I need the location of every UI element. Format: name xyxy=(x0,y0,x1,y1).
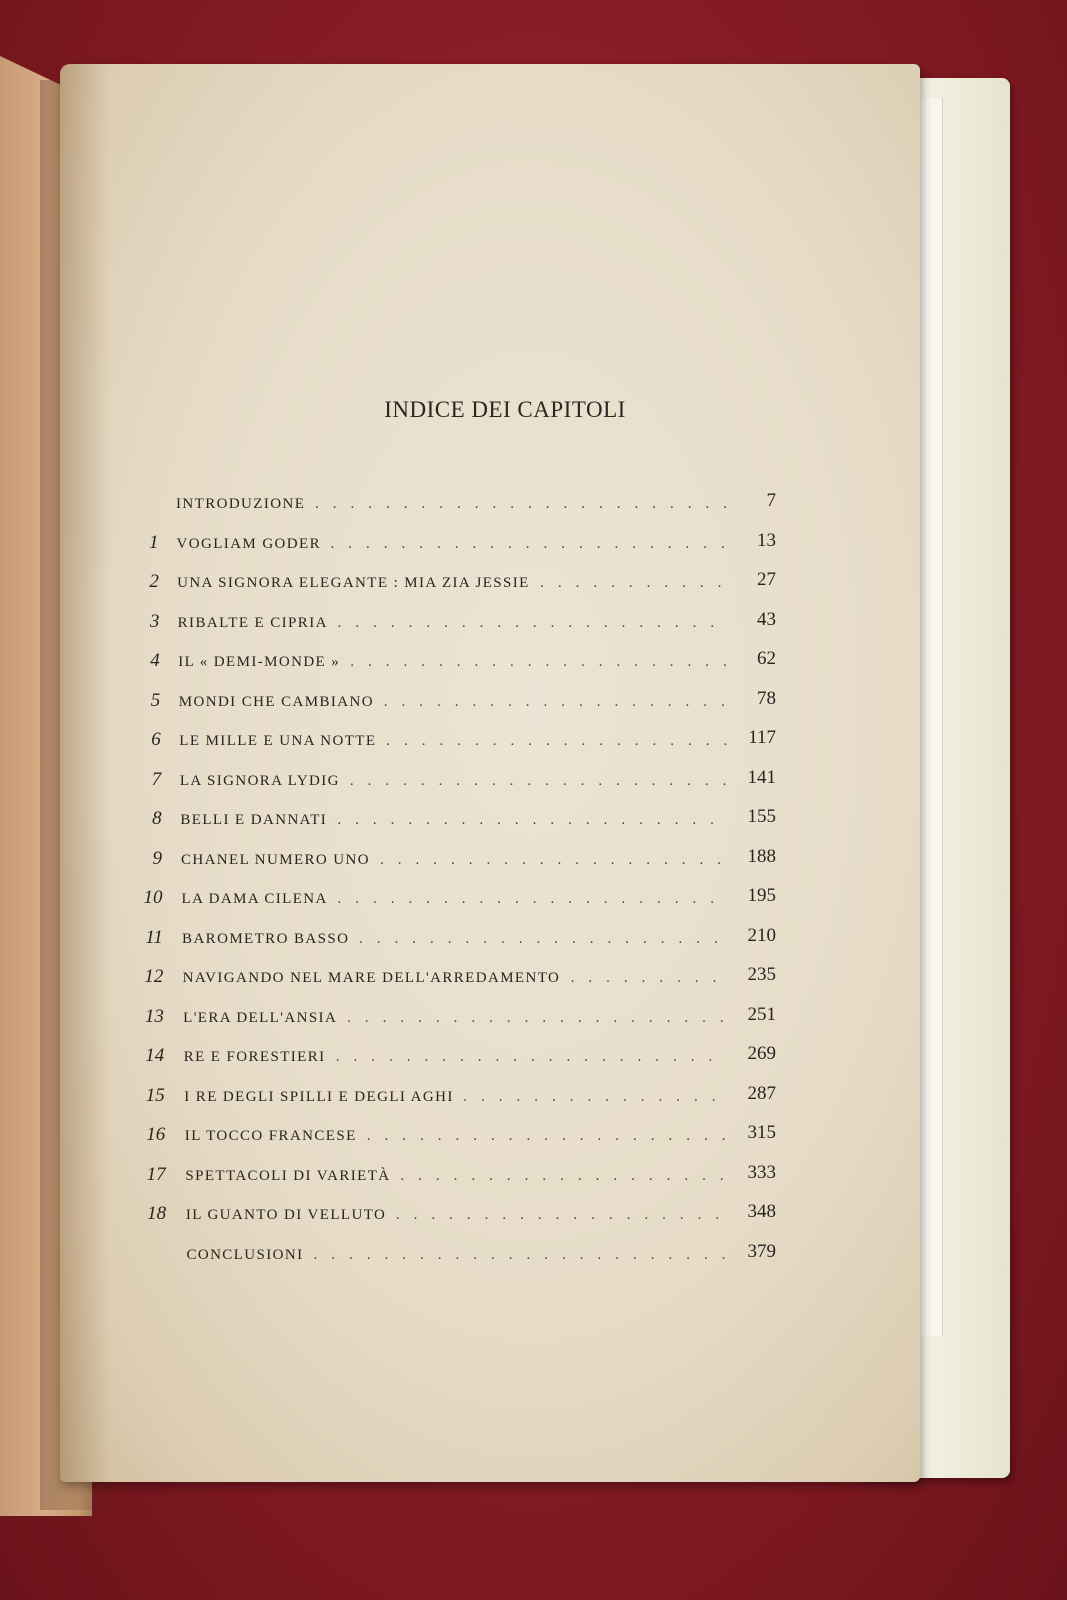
page-number: 117 xyxy=(748,727,776,748)
dot-leader: ........... xyxy=(540,575,736,591)
dot-leader: ....................... xyxy=(330,535,739,552)
toc-entry xyxy=(60,767,920,797)
chapter-number: 4 xyxy=(150,650,160,671)
toc-entry xyxy=(60,1083,920,1113)
chapter-number: 10 xyxy=(143,887,163,908)
chapter-number: 9 xyxy=(152,847,163,869)
toc-entry xyxy=(60,609,920,639)
dot-leader: ................... xyxy=(395,1207,734,1223)
toc-entry xyxy=(60,648,920,678)
page-number: 348 xyxy=(747,1201,776,1222)
toc-entry xyxy=(60,806,920,836)
page-number: 7 xyxy=(766,490,776,511)
toc-entry xyxy=(60,1241,920,1271)
chapter-title: NAVIGANDO NEL MARE DELL'ARREDAMENTO xyxy=(182,970,561,986)
page-number: 315 xyxy=(747,1122,776,1143)
page-number: 78 xyxy=(757,687,776,709)
chapter-title: BELLI E DANNATI xyxy=(180,812,328,828)
toc-entry xyxy=(60,569,920,599)
chapter-number: 6 xyxy=(151,729,161,750)
page-number: 333 xyxy=(747,1161,776,1183)
toc-entry xyxy=(60,964,920,994)
dot-leader: ..................... xyxy=(359,930,732,947)
chapter-number: 2 xyxy=(149,571,159,592)
chapter-number: 7 xyxy=(151,768,162,790)
page-number: 235 xyxy=(747,964,776,985)
dot-leader: ........................ xyxy=(313,1246,740,1263)
chapter-number: 8 xyxy=(152,808,162,829)
dot-leader: ......... xyxy=(570,970,731,986)
page-number: 141 xyxy=(747,766,776,788)
chapter-number: 12 xyxy=(144,966,164,987)
chapter-title: BAROMETRO BASSO xyxy=(182,930,350,947)
chapter-title: IL TOCCO FRANCESE xyxy=(184,1128,357,1144)
chapter-title: CONCLUSIONI xyxy=(186,1246,304,1263)
page-number: 287 xyxy=(747,1082,776,1104)
toc-entry xyxy=(60,1201,920,1231)
dot-leader: ..................... xyxy=(366,1128,740,1144)
dot-leader: ...................... xyxy=(350,654,741,670)
dot-leader: ............... xyxy=(463,1088,730,1105)
chapter-number: 3 xyxy=(149,610,160,632)
chapter-title: IL « DEMI-MONDE » xyxy=(178,654,341,670)
page-number: 155 xyxy=(747,806,776,827)
dot-leader: ...................... xyxy=(335,1049,727,1065)
chapter-title: MONDI CHE CAMBIANO xyxy=(178,693,374,710)
chapter-title: I RE DEGLI SPILLI E DEGLI AGHI xyxy=(184,1088,454,1105)
chapter-title: CHANEL NUMERO UNO xyxy=(180,851,371,868)
toc-entry xyxy=(60,885,920,915)
chapter-number: 16 xyxy=(146,1124,166,1145)
dot-leader: ...................... xyxy=(337,614,729,631)
chapter-title: LA DAMA CILENA xyxy=(181,891,328,907)
chapter-number: 15 xyxy=(145,1084,165,1106)
page-title: INDICE DEI CAPITOLI xyxy=(384,397,626,422)
dot-leader: .................... xyxy=(379,851,735,868)
dot-leader: ........................ xyxy=(315,496,741,512)
chapter-number: 1 xyxy=(148,531,159,553)
dot-leader: ...................... xyxy=(337,812,728,828)
page-number: 379 xyxy=(747,1240,776,1262)
toc-entry xyxy=(60,688,920,718)
toc-entry xyxy=(60,530,920,560)
toc-entry xyxy=(60,1162,920,1192)
chapter-title: RE E FORESTIERI xyxy=(183,1049,326,1065)
chapter-title: INTRODUZIONE xyxy=(176,496,306,512)
toc-entry xyxy=(60,846,920,876)
dot-leader: ...................... xyxy=(349,772,741,789)
chapter-number: 18 xyxy=(147,1203,167,1224)
page-number: 195 xyxy=(747,885,776,906)
dot-leader: ...................... xyxy=(337,891,728,907)
chapter-number: 5 xyxy=(150,689,161,711)
page-number: 188 xyxy=(747,845,776,867)
chapter-title: SPETTACOLI DI VARIETÀ xyxy=(185,1167,391,1184)
dot-leader: .................... xyxy=(386,733,742,749)
chapter-number: 13 xyxy=(144,1005,164,1027)
chapter-title: LA SIGNORA LYDIG xyxy=(179,772,340,789)
page-number: 62 xyxy=(757,648,776,669)
dot-leader: ................... xyxy=(400,1167,738,1184)
toc-entry xyxy=(60,925,920,955)
toc-entry xyxy=(60,1043,920,1073)
page-number: 251 xyxy=(747,1003,776,1025)
toc-entry xyxy=(60,1004,920,1034)
toc-entry xyxy=(60,490,920,520)
book-page xyxy=(60,64,920,1482)
chapter-title: IL GUANTO DI VELLUTO xyxy=(185,1207,387,1223)
page-number: 210 xyxy=(747,924,776,946)
dot-leader: ...................... xyxy=(347,1009,738,1026)
chapter-title: LE MILLE E UNA NOTTE xyxy=(179,733,377,749)
toc-entry xyxy=(60,727,920,757)
page-number: 269 xyxy=(747,1043,776,1064)
page-number: 43 xyxy=(757,608,776,630)
chapter-title: VOGLIAM GODER xyxy=(176,535,321,552)
page-number: 27 xyxy=(757,569,776,590)
chapter-number: 11 xyxy=(145,926,163,948)
chapter-title: UNA SIGNORA ELEGANTE : MIA ZIA JESSIE xyxy=(177,575,530,591)
page-number: 13 xyxy=(757,529,776,551)
chapter-number: 17 xyxy=(146,1163,166,1185)
chapter-title: L'ERA DELL'ANSIA xyxy=(183,1009,338,1026)
chapter-title: RIBALTE E CIPRIA xyxy=(177,614,328,631)
chapter-number: 14 xyxy=(145,1045,165,1066)
toc-entry xyxy=(60,1122,920,1152)
dot-leader: .................... xyxy=(383,693,739,710)
